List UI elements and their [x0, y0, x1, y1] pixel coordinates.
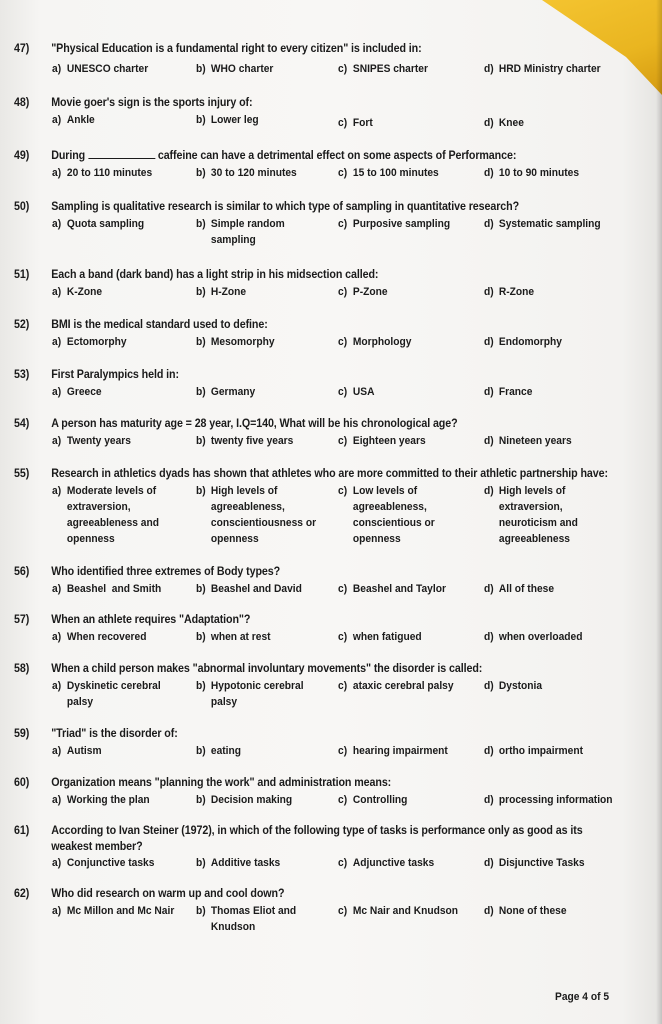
question-text: "Physical Education is a fundamental right to every citizen" is included in:: [51, 43, 422, 55]
option-a: a) Moderate levels of extraversion, agreeableness and openness: [52, 485, 160, 545]
option-c: c) Mc Nair and Knudson: [338, 905, 459, 917]
option-b: b) Lower leg: [196, 114, 259, 126]
question-number: 56): [14, 566, 30, 578]
option-a: a) 20 to 110 minutes: [52, 167, 153, 179]
option-d: d) processing information: [484, 794, 613, 806]
question-text: First Paralympics held in:: [51, 369, 179, 381]
option-b: b) 30 to 120 minutes: [196, 167, 297, 179]
option-a: a) Twenty years: [52, 435, 131, 447]
question-text: According to Ivan Steiner (1972), in which of the following type of tasks is performance only as good as its weakest member?: [51, 825, 583, 853]
option-d: d) HRD Ministry charter: [484, 63, 601, 75]
option-b: b) WHO charter: [196, 63, 274, 75]
option-c: c) Low levels of agreeableness, conscientious or openness: [338, 485, 435, 545]
option-c: c) Controlling: [338, 794, 408, 806]
option-a: a) Ankle: [52, 114, 95, 126]
option-d: d) R-Zone: [484, 286, 535, 298]
question-text: Organization means "planning the work" and administration means:: [51, 777, 392, 789]
option-a: a) Dyskinetic cerebral palsy: [52, 680, 161, 708]
option-a: a) K-Zone: [52, 286, 103, 298]
option-b: b) when at rest: [196, 631, 271, 643]
option-d: d) All of these: [484, 583, 555, 595]
option-c: c) Fort: [338, 117, 373, 129]
question-text: Who did research on warm up and cool down?: [51, 888, 285, 900]
option-a: a) Greece: [52, 386, 102, 398]
question-text: Who identified three extremes of Body types?: [51, 566, 281, 578]
option-d: d) High levels of extraversion, neuroticism and agreeableness: [484, 485, 578, 545]
option-a: a) Working the plan: [52, 794, 150, 806]
option-b: b) Hypotonic cerebral palsy: [196, 680, 304, 708]
question-number: 61): [14, 825, 30, 837]
question-number: 50): [14, 201, 30, 213]
option-d: d) when overloaded: [484, 631, 583, 643]
question-number: 51): [14, 269, 30, 281]
question-text: During caffeine can have a detrimental effect on some aspects of Performance:: [51, 150, 517, 162]
option-b: b) Decision making: [196, 794, 293, 806]
option-b: b) Thomas Eliot and Knudson: [196, 905, 297, 933]
option-c: c) ataxic cerebral palsy: [338, 680, 454, 692]
option-b: b) twenty five years: [196, 435, 294, 447]
option-b: b) eating: [196, 745, 242, 757]
question-number: 55): [14, 468, 30, 480]
option-d: d) France: [484, 386, 533, 398]
option-d: d) Knee: [484, 117, 524, 129]
option-b: b) Germany: [196, 386, 256, 398]
option-a: a) Quota sampling: [52, 218, 145, 230]
option-c: c) P-Zone: [338, 286, 388, 298]
option-a: a) Ectomorphy: [52, 336, 127, 348]
question-number: 52): [14, 319, 30, 331]
question-text: A person has maturity age = 28 year, I.Q=140, What will be his chronological age?: [51, 418, 458, 430]
option-d: d) Dystonia: [484, 680, 543, 692]
option-c: c) Morphology: [338, 336, 412, 348]
option-b: b) Additive tasks: [196, 857, 281, 869]
option-a: a) Mc Millon and Mc Nair: [52, 905, 175, 917]
answer-blank: [88, 148, 155, 159]
question-text: Research in athletics dyads has shown that athletes who are more committed to their athletic partnership have:: [51, 468, 608, 480]
option-b: b) High levels of agreeableness, conscientiousness or openness: [196, 485, 317, 545]
option-a: a) Beashel and Smith: [52, 583, 162, 595]
question-number: 54): [14, 418, 30, 430]
option-d: d) Endomorphy: [484, 336, 562, 348]
option-d: d) Nineteen years: [484, 435, 572, 447]
question-text: Sampling is qualitative research is similar to which type of sampling in quantitative research?: [51, 201, 520, 213]
option-c: c) SNIPES charter: [338, 63, 428, 75]
option-a: a) Autism: [52, 745, 102, 757]
option-c: c) Beashel and Taylor: [338, 583, 446, 595]
option-a: a) When recovered: [52, 631, 147, 643]
option-c: c) hearing impairment: [338, 745, 448, 757]
option-b: b) Beashel and David: [196, 583, 302, 595]
question-number: 49): [14, 150, 30, 162]
option-c: c) Purposive sampling: [338, 218, 451, 230]
option-c: c) 15 to 100 minutes: [338, 167, 439, 179]
option-b: b) H-Zone: [196, 286, 247, 298]
option-c: c) when fatigued: [338, 631, 422, 643]
option-d: d) Disjunctive Tasks: [484, 857, 585, 869]
option-b: b) Mesomorphy: [196, 336, 275, 348]
folded-corner: [542, 0, 662, 95]
option-a: a) UNESCO charter: [52, 63, 149, 75]
option-d: d) Systematic sampling: [484, 218, 601, 230]
question-text: "Triad" is the disorder of:: [51, 728, 178, 740]
question-number: 60): [14, 777, 30, 789]
option-d: d) ortho impairment: [484, 745, 584, 757]
question-number: 62): [14, 888, 30, 900]
page-edge-shadow: [656, 0, 662, 1024]
question-text: When a child person makes "abnormal involuntary movements" the disorder is called:: [51, 663, 483, 675]
option-b: b) Simple random sampling: [196, 218, 285, 246]
question-text: BMI is the medical standard used to define:: [51, 319, 268, 331]
question-number: 47): [14, 43, 30, 55]
question-number: 48): [14, 97, 30, 109]
question-number: 59): [14, 728, 30, 740]
question-text: When an athlete requires "Adaptation"?: [51, 614, 251, 626]
question-number: 57): [14, 614, 30, 626]
page-number: Page 4 of 5: [555, 991, 610, 1003]
question-number: 53): [14, 369, 30, 381]
option-c: c) Eighteen years: [338, 435, 426, 447]
option-d: d) None of these: [484, 905, 567, 917]
option-c: c) USA: [338, 386, 375, 398]
question-text: Movie goer's sign is the sports injury of:: [51, 97, 253, 109]
question-number: 58): [14, 663, 30, 675]
question-text: Each a band (dark band) has a light strip in his midsection called:: [51, 269, 379, 281]
option-d: d) 10 to 90 minutes: [484, 167, 580, 179]
option-c: c) Adjunctive tasks: [338, 857, 435, 869]
option-a: a) Conjunctive tasks: [52, 857, 155, 869]
